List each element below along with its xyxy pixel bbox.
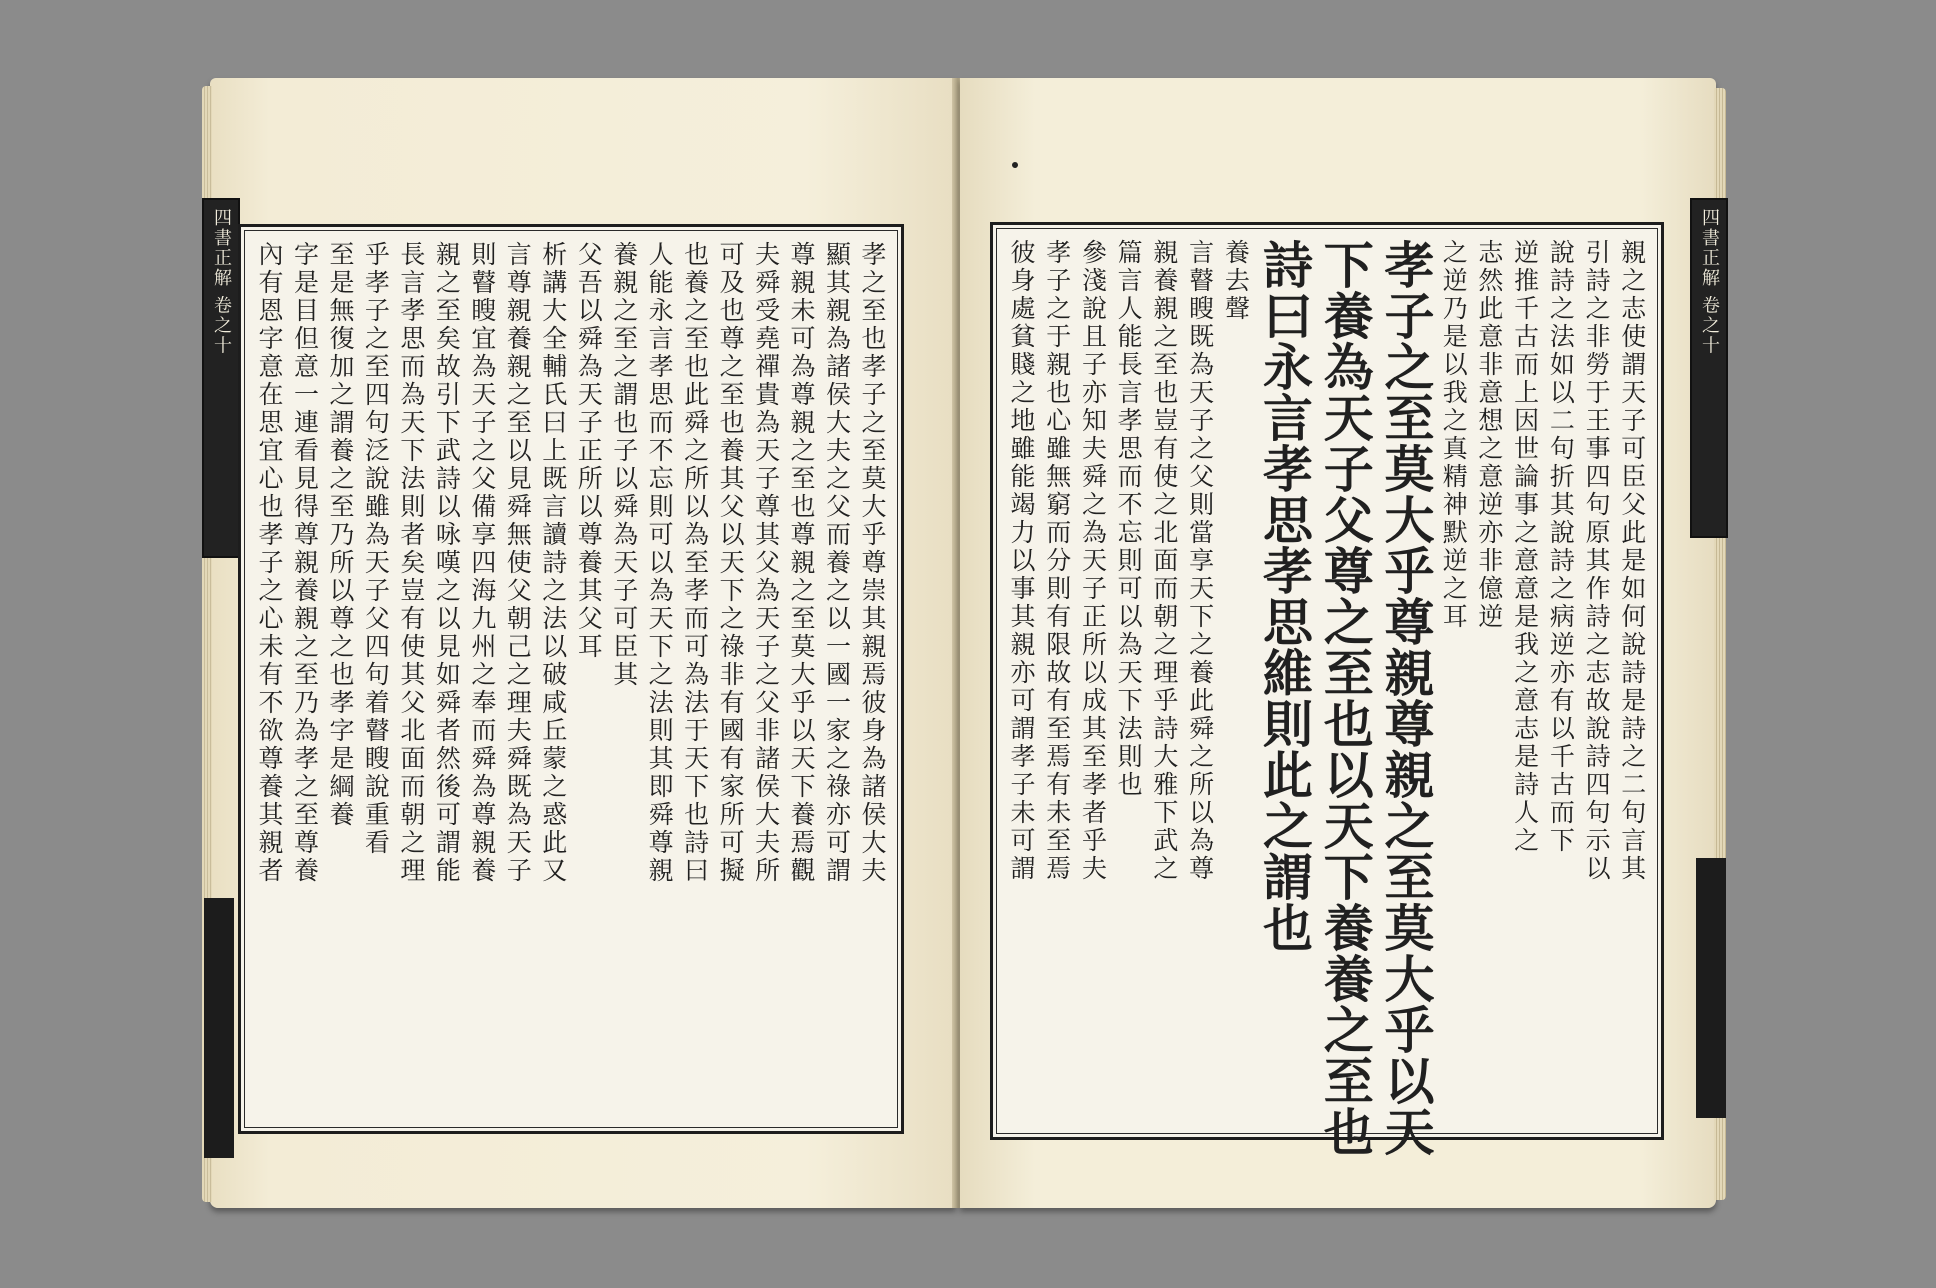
main-text-column: 孝子之至莫大乎尊親尊親之至莫大乎以天 [1376,239,1436,1157]
text-column: 父吾以舜為天子正所以尊養其父耳 [574,241,604,661]
right-page [960,78,1720,1208]
text-column: 人能永言孝思而不忘則可以為天下之法則其即舜尊親 [645,241,675,885]
text-column: 孝子之于親也心雖無窮而分則有限故有至焉有未至焉 [1042,239,1072,883]
left-tab-bottom [204,898,234,1158]
open-book [210,78,1718,1230]
left-text-frame [238,224,904,1134]
right-text-frame [990,222,1664,1157]
text-column: 字是目但意一連看見得尊親養親之至乃為孝之至尊養 [290,241,320,885]
text-column: 夫舜受堯禪貴為天子尊其父為天子之父非諸侯大夫所 [751,241,781,885]
left-page [210,78,956,1208]
text-column: 志然此意非意想之意逆亦非億逆 [1474,239,1504,631]
right-header-tab: 四書正解 卷之十 [1690,198,1728,538]
right-columns [1007,239,1647,1157]
text-column: 尊親未可為尊親之至也尊親之至莫大乎以天下養焉觀 [787,241,817,885]
text-column: 逆推千古而上因世論事之意意是我之意志是詩人之 [1510,239,1540,855]
text-column: 親之至矣故引下武詩以咏嘆之以見如舜者然後可謂能 [432,241,462,885]
left-header-tab: 四書正解 卷之十 [202,198,240,558]
text-column: 親之志使謂天子可臣父此是如何說詩是詩之二句言其 [1617,239,1647,883]
text-column: 孝之至也孝子之至莫大乎尊崇其親焉彼身為諸侯大夫 [857,241,887,885]
text-column: 言尊親養親之至以見舜無使父朝己之理夫舜既為天子 [503,241,533,885]
main-text-column: 詩曰永言孝思孝思維則此之謂也 [1255,239,1315,953]
text-column: 內有恩字意在思宜心也孝子之心未有不欲尊養其親者 [255,241,284,885]
text-column: 顯其親為諸侯大夫之父而養之以一國一家之祿亦可謂 [822,241,852,885]
text-column: 參淺說且子亦知夫舜之為天子正所以成其至孝者乎夫 [1078,239,1108,883]
text-column: 至是無復加之謂養之至乃所以尊之也孝字是綱養 [325,241,355,829]
text-column: 彼身處貧賤之地雖能竭力以事其親亦可謂孝子未可謂 [1007,239,1036,883]
text-column: 乎孝子之至四句泛說雖為天子父四句着瞽瞍說重看 [361,241,391,857]
text-column: 引詩之非勞于王事四句原其作詩之志故說詩四句示以 [1582,239,1612,883]
text-column: 篇言人能長言孝思而不忘則可以為天下法則也 [1114,239,1144,799]
text-column: 長言孝思而為天下法則者矣豈有使其父北面而朝之理 [396,241,426,885]
text-column: 也養之至也此舜之所以為至孝而可為法于天下也詩曰 [680,241,710,885]
right-tab-bottom [1696,858,1726,1118]
main-text-column: 下養為天子父尊之至也以天下養養之至也 [1315,239,1375,1157]
text-column: 之逆乃是以我之真精神默逆之耳 [1439,239,1469,631]
text-column: 養去聲 [1221,239,1251,323]
left-columns [257,241,885,1117]
text-column: 則瞽瞍宜為天子之父備享四海九州之奉而舜為尊親養 [467,241,497,885]
text-column: 養親之至之謂也子以舜為天子可臣其 [609,241,639,689]
text-column: 可及也尊之至也養其父以天下之祿非有國有家所可擬 [716,241,746,885]
text-column: 言瞽瞍既為天子之父則當享天下之養此舜之所以為尊 [1185,239,1215,883]
ink-dot [1012,162,1018,168]
text-column: 親養親之至也豈有使之北面而朝之理乎詩大雅下武之 [1149,239,1179,883]
text-column: 析講大全輔氏曰上既言讀詩之法以破咸丘蒙之惑此又 [538,241,568,885]
text-column: 說詩之法如以二句折其說詩之病逆亦有以千古而下 [1546,239,1576,855]
